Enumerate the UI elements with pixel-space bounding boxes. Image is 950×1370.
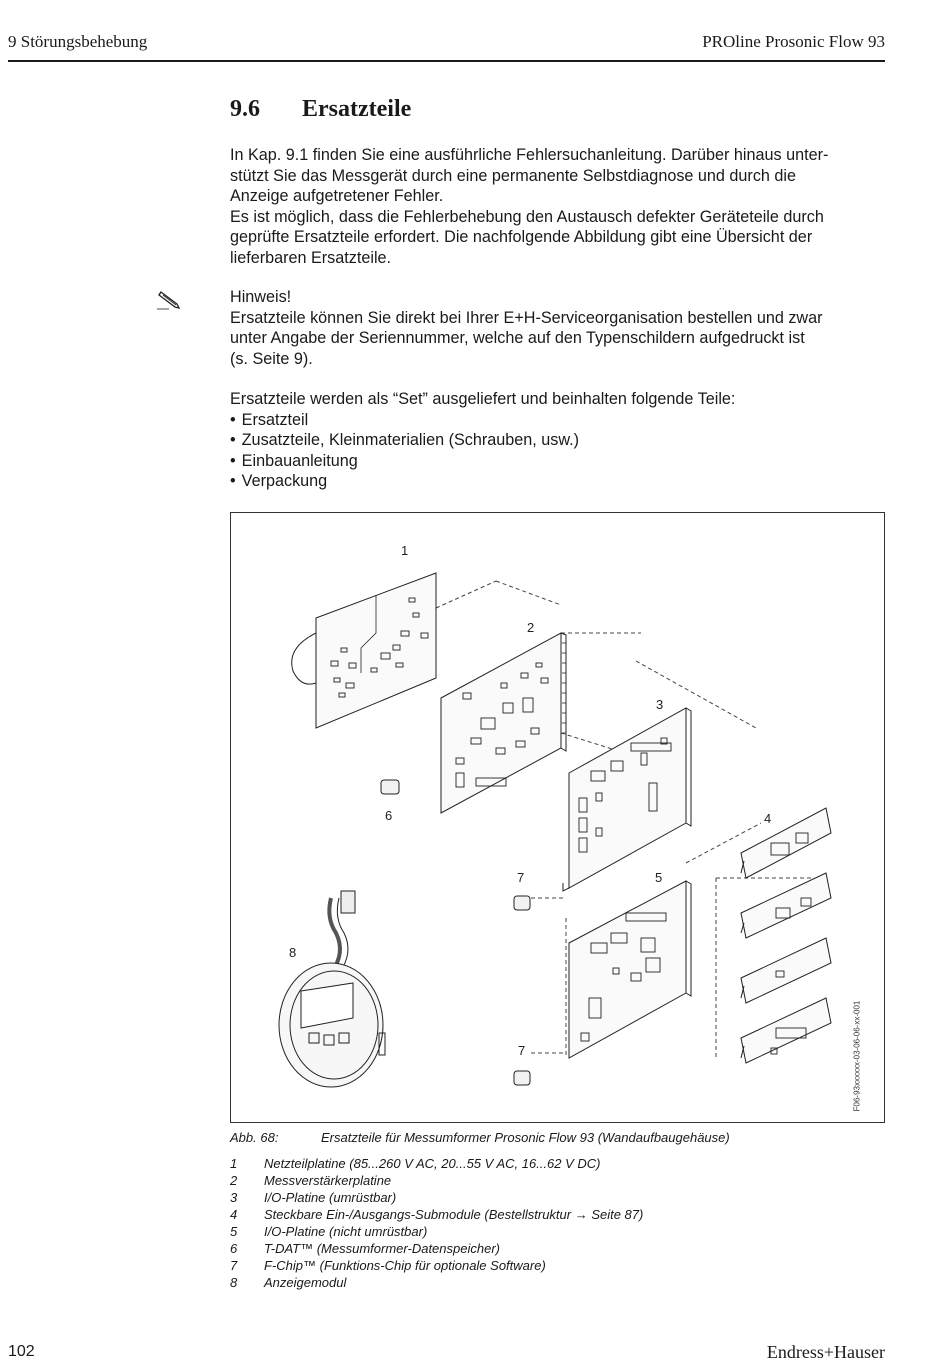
callout-1: 1	[401, 543, 409, 558]
set-lead: Ersatzteile werden als “Set” ausgeliefert und beinhalten folgende Teile:	[230, 390, 736, 408]
io-submodules	[741, 808, 831, 1063]
display-module	[279, 891, 385, 1087]
callout-5: 5	[655, 870, 663, 885]
legend-number: 4	[230, 1207, 238, 1222]
intro-line: In Kap. 9.1 finden Sie eine ausführliche Fehlersuchanleitung. Darüber hinaus unter-	[230, 146, 829, 164]
f-chip-upper	[514, 896, 530, 910]
note-line: (s. Seite 9).	[230, 349, 313, 368]
exploded-parts-figure	[230, 512, 885, 1123]
legend-text: Anzeigemodul	[264, 1275, 347, 1290]
legend-number: 1	[230, 1156, 238, 1171]
page-number: 102	[8, 1343, 35, 1360]
amplifier-board	[441, 633, 566, 813]
legend-number: 5	[230, 1224, 238, 1239]
legend-row	[230, 1240, 643, 1257]
legend-row	[230, 1172, 643, 1189]
pencil-icon	[155, 289, 185, 313]
f-chip-lower	[514, 1071, 530, 1085]
legend-row	[230, 1206, 643, 1223]
legend-number: 8	[230, 1275, 238, 1290]
set-list-item: • Verpackung	[230, 471, 870, 492]
legend-number: 3	[230, 1190, 238, 1205]
callout-4: 4	[764, 811, 772, 826]
figure-legend	[230, 1155, 643, 1291]
legend-row	[230, 1274, 643, 1291]
intro-line: stützt Sie das Messgerät durch eine permanente Selbstdiagnose und durch die	[230, 166, 797, 185]
legend-text: I/O-Platine (nicht umrüstbar)	[264, 1224, 428, 1239]
legend-text: Messverstärkerplatine	[264, 1173, 392, 1188]
intro-line: Anzeige aufgetretener Fehler.	[230, 187, 444, 205]
legend-row	[230, 1223, 643, 1240]
figure-code-text: F06-93xxxxxx-03-06-06-xx-001	[852, 1000, 862, 1112]
legend-row	[230, 1155, 643, 1172]
caption-label: Abb. 68:	[230, 1130, 279, 1145]
intro-line: lieferbaren Ersatzteile.	[230, 248, 392, 267]
header-rule	[8, 60, 885, 62]
section-number: 9.6	[230, 96, 260, 122]
legend-text: Steckbare Ein-/Ausgangs-Submodule (Bestellstruktur → Seite 87)	[264, 1207, 644, 1222]
header-chapter: 9 Störungsbehebung	[8, 32, 148, 51]
set-list-item: • Zusatzteile, Kleinmaterialien (Schrauben, usw.)	[230, 430, 870, 451]
legend-text: I/O-Platine (umrüstbar)	[264, 1190, 397, 1205]
figure-caption	[230, 1130, 730, 1145]
intro-paragraph	[230, 145, 870, 268]
set-list-item: • Ersatzteil	[230, 410, 870, 431]
t-dat-chip	[381, 780, 399, 794]
note-block	[230, 287, 870, 369]
note-line: unter Angabe der Seriennummer, welche auf den Typenschildern aufgedruckt ist	[230, 329, 805, 347]
note-line: Ersatzteile können Sie direkt bei Ihrer E+H-Serviceorganisation bestellen und zwar	[230, 308, 823, 327]
intro-line: Es ist möglich, dass die Fehlerbehebung den Austausch defekter Geräteteile durch	[230, 207, 824, 226]
figure-code	[847, 996, 867, 1116]
callout-8: 8	[289, 945, 297, 960]
io-board-fixed	[569, 881, 691, 1058]
callout-6: 6	[385, 808, 393, 823]
power-supply-board	[292, 573, 436, 728]
legend-text: F-Chip™ (Funktions-Chip für optionale Software)	[264, 1258, 546, 1273]
exploded-parts-drawing	[231, 513, 886, 1124]
section-title	[230, 96, 411, 123]
set-block	[230, 389, 870, 492]
callout-3: 3	[656, 697, 664, 712]
legend-number: 6	[230, 1241, 238, 1256]
legend-row	[230, 1189, 643, 1206]
legend-row	[230, 1257, 643, 1274]
legend-text: Netzteilplatine (85...260 V AC, 20...55 V AC, 16...62 V DC)	[264, 1156, 601, 1171]
intro-line: geprüfte Ersatzteile erfordert. Die nachfolgende Abbildung gibt eine Übersicht der	[230, 228, 813, 246]
legend-number: 7	[230, 1258, 238, 1273]
legend-number: 2	[230, 1173, 238, 1188]
brand-footer: Endress+Hauser	[766, 1342, 885, 1362]
set-list	[230, 410, 870, 492]
caption-text: Ersatzteile für Messumformer Prosonic Flow 93 (Wandaufbaugehäuse)	[321, 1130, 730, 1145]
section-title-text: Ersatzteile	[302, 96, 412, 122]
note-heading: Hinweis!	[230, 288, 292, 306]
callout-2: 2	[527, 620, 535, 635]
io-board-upgradable	[563, 708, 691, 891]
callout-7-lower: 7	[518, 1043, 526, 1058]
header-product: PROline Prosonic Flow 93	[702, 32, 885, 51]
set-list-item: • Einbauanleitung	[230, 451, 870, 472]
legend-text: T-DAT™ (Messumformer-Datenspeicher)	[264, 1241, 500, 1256]
callout-7-upper: 7	[517, 870, 525, 885]
